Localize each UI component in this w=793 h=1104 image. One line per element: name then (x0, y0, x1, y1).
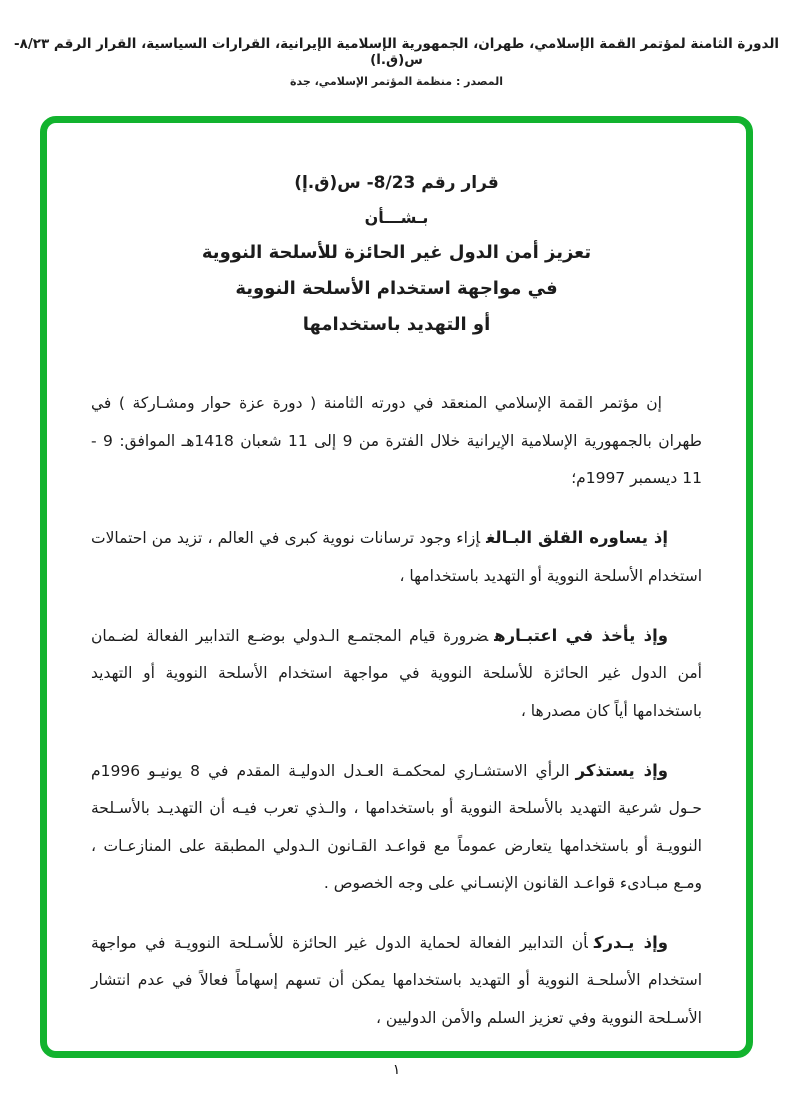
source-header-line1: الدورة الثامنة لمؤتمر القمة الإسلامي، طهران، الجمهورية الإسلامية الإيرانية، القرارات السياسية، القرار الرقم ٨/٢٣-س(ق.ا) (13, 36, 780, 68)
clause-paragraph (91, 751, 702, 902)
resolution-number: قرار رقم 8/23- س(ق.إ) (294, 173, 499, 193)
resolution-body (91, 383, 702, 1037)
paragraph-text: إزاء وجود ترسانات نووية كبرى في العالم ، تزيد من احتمالات استخدام الأسلحة النووية أو التهديد باستخدامها ، (91, 528, 702, 585)
clause-paragraph (91, 616, 702, 730)
paragraph-text: أن التدابير الفعالة لحماية الدول غير الحائزة للأسـلحة النوويـة في مواجهة استخدام الأسلحـة النووية أو التهديد باستخدامها يمكن أن تسهم إسهاماً فعالاً في عدم انتشار الأسـلحة النووية وفي تعزيز السلم والأمن الدوليين ، (91, 933, 702, 1027)
clause-paragraph (91, 923, 702, 1037)
resolution-title-line3: أو التهديد باستخدامها (302, 314, 491, 335)
source-header-line2: المصدر : منظمة المؤتمر الإسلامي، جدة (290, 75, 503, 88)
resolution-title-block (91, 173, 702, 335)
paragraph-text: ضرورة قيام المجتمـع الـدولي بوضـع التدابير الفعالة لضـمان أمن الدول غير الحائزة للأسلحة النووية في مواجهة استخدام الأسلحة النووية أو التهديد باستخدامها أياً كان مصدرها ، (91, 626, 702, 720)
resolution-title-line2: في مواجهة استخدام الأسلحة النووية (235, 278, 558, 299)
source-header (0, 36, 793, 88)
preamble-paragraph (91, 383, 702, 497)
document-frame (40, 116, 753, 1058)
paragraph-lead: وإذ يستذكر (575, 760, 669, 780)
page-number: ١ (392, 1062, 401, 1078)
document-content (47, 123, 746, 1051)
paragraph-text: إن مؤتمر القمة الإسلامي المنعقد في دورته الثامنة ( دورة عزة حوار ومشـاركة ) في طهران بالجمهورية الإسلامية الإيرانية خلال الفترة من 9 إلى 11 شعبان 1418هـ الموافق: 9 - 11 ديسمبر 1997م؛ (91, 394, 702, 487)
resolution-title-line1: تعزيز أمن الدول غير الحائزة للأسلحة النووية (201, 242, 592, 263)
clause-paragraph (91, 518, 702, 595)
paragraph-lead: وإذ يأخذ في اعتبـاره (494, 625, 668, 645)
paragraph-text: الرأي الاستشـاري لمحكمـة العـدل الدوليـة المقدم في 8 يونيـو 1996م حـول شرعية التهديد بالأسلحة النووية أو باستخدامها ، والـذي تعرب فيـه أن التهديـد بالأسـلحة النوويـة أو باستخدامها يتعارض عموماً مع قواعـد القـانون الـدولي المطبقة على المنازعـات ، ومـع مبـادىء قواعـد القانون الإنسـاني على وجه الخصوص . (91, 761, 702, 892)
paragraph-lead: وإذ يـدرك (593, 932, 668, 952)
paragraph-lead: إذ يساوره القلق البـالغ (486, 527, 668, 547)
resolution-subject-label: بـشـــأن (364, 208, 429, 227)
